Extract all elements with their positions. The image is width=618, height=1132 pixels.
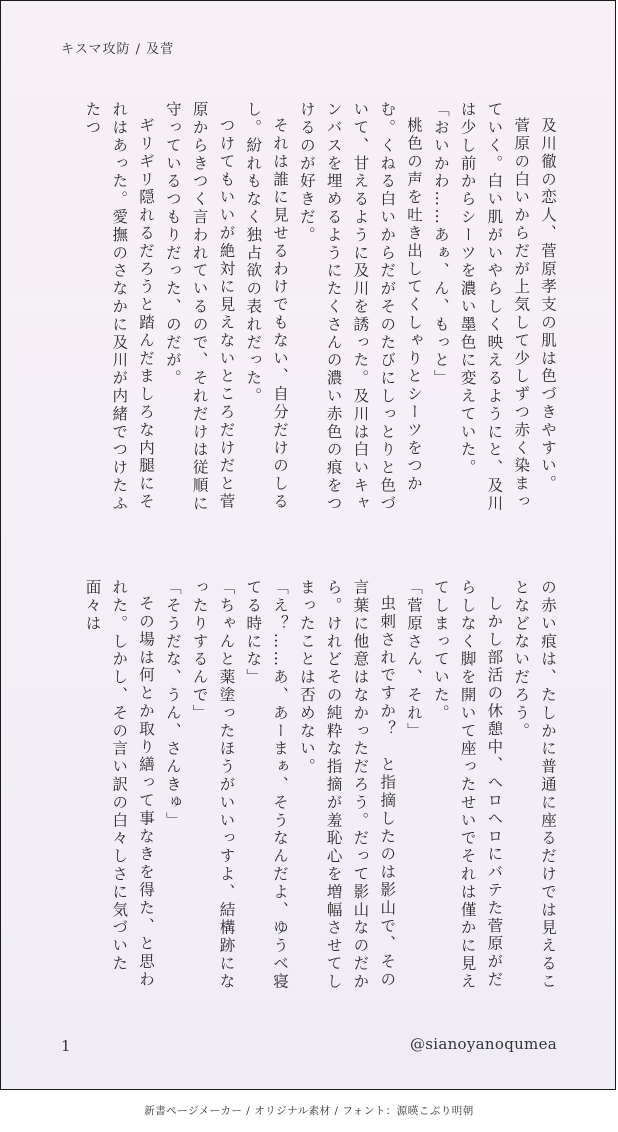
paragraph: の赤い痕は、たしかに普通に座るだけでは見えることなどないだろう。 (512, 579, 557, 991)
dialogue: 「ちゃんと薬塗ったほうがいいっすよ、結構跡になったりするんで」 (190, 579, 236, 991)
paragraph: 菅原の白いからだが上気して少しずつ赤く染まっていく。白い肌がいやらしく映えるようにと、及川は少し前からシーツを濃い墨色に変えていた。 (458, 101, 531, 513)
paragraph: つけてもいいが絶対に見えないところだけだと菅原からきつく言われているので、それだけは従順に守っているつもりだった、のだが。 (163, 101, 236, 513)
paragraph: しかし部活の休憩中、ヘロヘロにバテた菅原がだらしなく脚を開いて座ったせいでそれは僅かに見えてしまっていた。 (431, 579, 504, 991)
credit-line: 新書ページメーカー / オリジナル素材 / フォント：源暎こぶり明朝 (144, 1105, 474, 1117)
page-number: 1 (61, 1037, 71, 1055)
text-column-top (61, 101, 561, 521)
author-handle: @sianoyanoqumea (409, 1035, 557, 1053)
paragraph: その場は何とか取り繕って事なきを得た、と思われた。しかし、その言い訳の白々しさに気づいた面々は (83, 579, 156, 989)
paragraph: それは誰に見せるわけでもない、自分だけのしるし。紛れもなく独占欲の表れだった。 (244, 101, 290, 511)
page-title: キスマ攻防 / 及菅 (61, 42, 175, 57)
dialogue: 「え？……あ、あーまぁ、そうなんだよ、ゆうべ寝てる時にな」 (244, 579, 290, 991)
paragraph: ギリギリ隠れるだろうと踏んだましろな内腿にそれはあった。愛撫のさなかに及川が内緒でつけたふたつ (83, 101, 156, 513)
dialogue: 「菅原さん、それ」 (405, 579, 424, 741)
paragraph: 及川徹の恋人、菅原孝支の肌は色づきやすい。 (539, 116, 557, 493)
paragraph: 虫刺されですか？ と指摘したのは影山で、その言葉に他意はなかっただろう。だって影山なのだから。けれどその純粋な指摘が羞恥心を増幅させてしまったことは否めない。 (297, 579, 397, 991)
text-column-bottom (61, 579, 561, 999)
paragraph: 桃色の声を吐き出してくしゃりとシーツをつかむ。くねる白いからだがそのたびにしっとりと色づいて、甘えるように及川を誘った。及川は白いキャンバスを埋めるようにたくさんの濃い赤色の痕をつけるのが好きだ。 (297, 101, 424, 513)
dialogue: 「おいかわ……あぁ、ん、もっと」 (431, 101, 450, 388)
dialogue: 「そうだな、うん、さんきゅ」 (163, 579, 182, 830)
